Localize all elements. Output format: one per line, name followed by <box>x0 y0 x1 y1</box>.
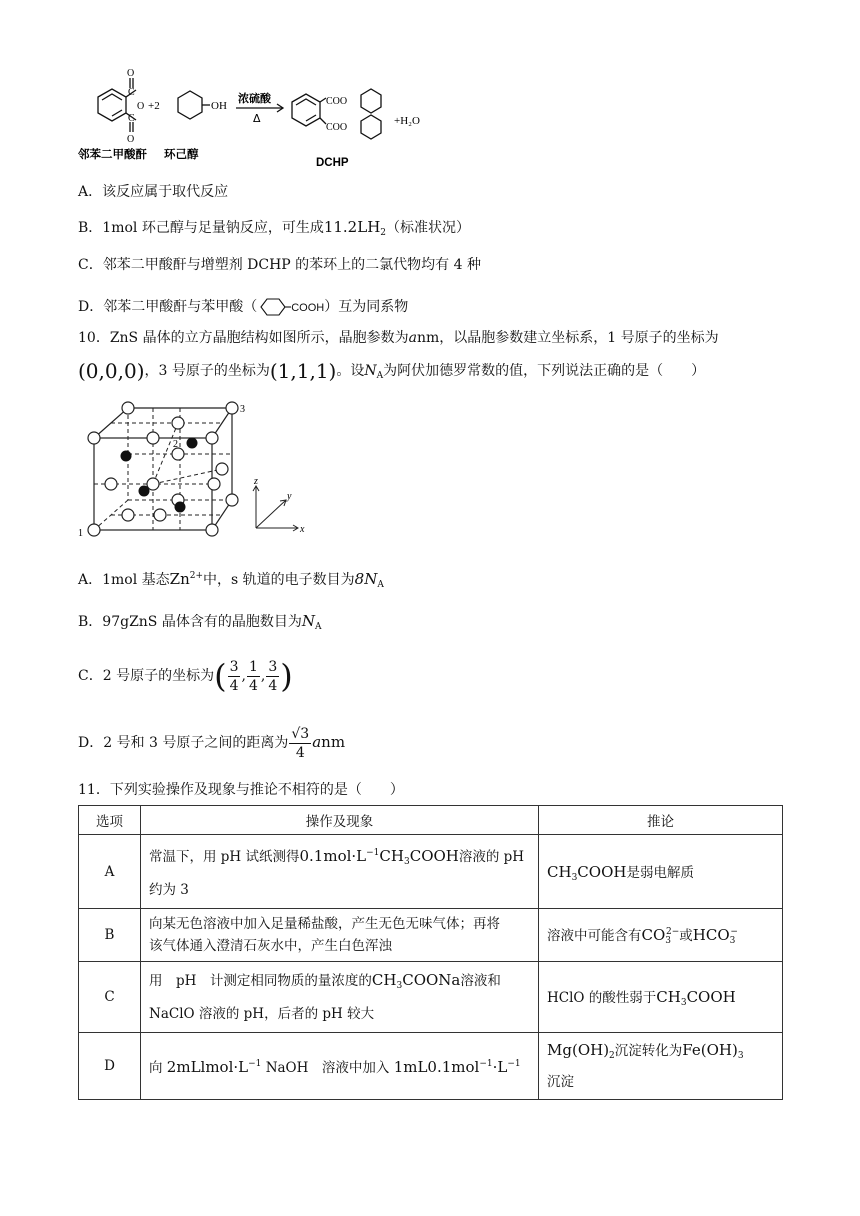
q10-option-b: B．97gZnS 晶体含有的晶胞数目为$N_A$ <box>78 612 322 632</box>
reactant-label-cyclohexanol: 环己醇 <box>164 147 199 161</box>
row-option: C <box>79 962 141 1033</box>
zns-unit-cell-diagram <box>78 396 318 546</box>
q10-option-d: D．2 号和 3 号原子之间的距离为 $\frac{√3}{4}$ anm <box>78 725 346 761</box>
o-mid-label: O <box>137 101 145 112</box>
table-header-row <box>79 806 783 835</box>
table-row <box>79 909 783 962</box>
reaction-scheme <box>78 62 458 172</box>
row-option: A <box>79 835 141 909</box>
row-operation: 向 $2mLlmol\cdot L^{-1}$ NaOH 溶液中加入 $1mL0.1mol^{-1}\cdot L^{-1}$ <box>141 1033 539 1100</box>
table-row <box>79 962 783 1033</box>
o-bottom-label: O <box>127 134 135 145</box>
product-label: DCHP <box>316 157 349 169</box>
row-operation: 常温下，用 pH 试纸测得$0.1mol\cdot L^{-1}CH_3COOH$溶液的 pH 约为 3 <box>141 835 539 909</box>
axis-z-label: z <box>254 476 258 487</box>
catalyst-label: 浓硫酸 <box>238 92 271 105</box>
row-inference: $Mg(OH)_2$沉淀转化为$Fe(OH)_3$ 沉淀 <box>539 1033 783 1100</box>
atom-label-2: 2 <box>173 439 178 450</box>
q11-stem: 11．下列实验操作及现象与推论不相符的是（ ） <box>78 782 404 798</box>
row-operation: 用 pH 计测定相同物质的量浓度的$CH_3COONa$溶液和 NaClO 溶液的 pH，后者的 pH 较大 <box>141 962 539 1033</box>
ester-2: COO <box>326 122 348 133</box>
benzene-ring-icon <box>257 296 291 318</box>
axis-y-label: y <box>287 491 292 502</box>
experiment-table <box>78 805 783 1100</box>
reactant-label-anhydride: 邻苯二甲酸酐 <box>78 147 147 161</box>
heat-symbol: Δ <box>253 112 261 125</box>
row-inference: 溶液中可能含有$CO_3^{2-}$或$HCO_3^-$ <box>539 909 783 962</box>
axis-x-label: x <box>300 524 305 535</box>
q10-stem-line2: (0,0,0)，3 号原子的坐标为(1,1,1)。设$N_A$为阿伏加德罗常数的值，下列说法正确的是（ ） <box>78 359 706 383</box>
coefficient: +2 <box>148 100 160 112</box>
header-option: 选项 <box>79 806 141 835</box>
q10-option-a: A．1mol 基态$Zn^{2+}$中，s 轨道的电子数目为$8N_A$ <box>78 570 384 590</box>
table-row <box>79 835 783 909</box>
o-top-label: O <box>127 68 135 79</box>
q9-option-d: D．邻苯二甲酸酐与苯甲酸（ COOH）互为同系物 <box>78 296 408 318</box>
row-operation: 向某无色溶液中加入足量稀盐酸，产生无色无味气体；再将 该气体通入澄清石灰水中，产生白色浑浊 <box>141 909 539 962</box>
c-top-label: C <box>128 87 135 98</box>
c-bottom-label: C <box>128 113 135 124</box>
q9-option-c: C．邻苯二甲酸酐与增塑剂 DCHP 的苯环上的二氯代物均有 4 种 <box>78 257 481 273</box>
table-row <box>79 1033 783 1100</box>
header-inference: 推论 <box>539 806 783 835</box>
oh-group: OH <box>211 100 227 112</box>
atom-label-1: 1 <box>78 528 83 539</box>
q10-stem-line1: 10．ZnS 晶体的立方晶胞结构如图所示，晶胞参数为anm，以晶胞参数建立坐标系，1 号原子的坐标为 <box>78 330 719 346</box>
row-option: D <box>79 1033 141 1100</box>
ester-1: COO <box>326 96 348 107</box>
row-inference: HClO 的酸性弱于$CH_3COOH$ <box>539 962 783 1033</box>
water-product: +H₂O <box>394 115 420 127</box>
row-inference: $CH_3COOH$是弱电解质 <box>539 835 783 909</box>
q10-option-c: C．2 号原子的坐标为( $\frac{3}{4}$ , $\frac{1}{4}$ , $\frac{3}{4}$ ) <box>78 657 293 695</box>
q9-option-a: A．该反应属于取代反应 <box>78 184 229 200</box>
atom-label-3: 3 <box>240 404 245 415</box>
row-option: B <box>79 909 141 962</box>
header-operation: 操作及现象 <box>141 806 539 835</box>
q9-option-b: B．1mol 环己醇与足量钠反应，可生成$11.2LH_2$（标准状况） <box>78 218 471 238</box>
